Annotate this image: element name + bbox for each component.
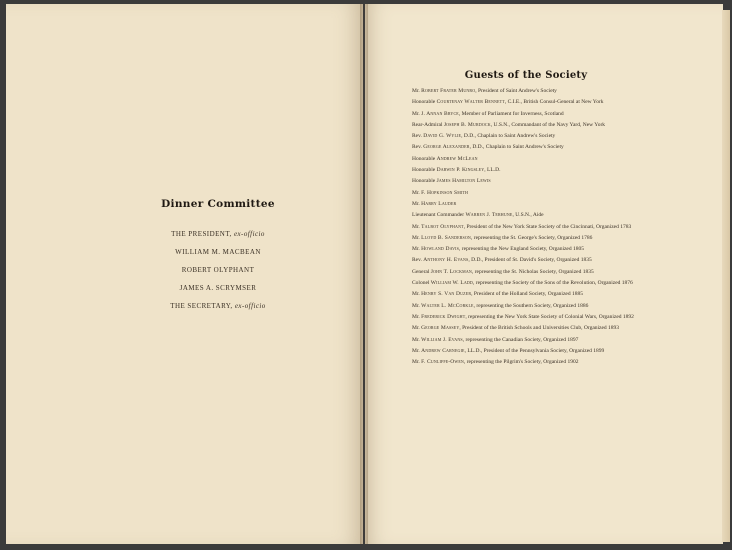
guest-description: , President of the Holland Society, Organized 1885 bbox=[471, 291, 583, 298]
guest-entry bbox=[412, 201, 640, 208]
committee-member bbox=[132, 230, 304, 238]
guest-entry bbox=[412, 224, 640, 231]
guest-title: Lieutenant Commander bbox=[412, 212, 465, 219]
guest-title: Mr. bbox=[412, 200, 420, 207]
guest-name: Warren J. Terhune bbox=[465, 212, 513, 219]
guest-name: William J. Evans bbox=[421, 336, 463, 343]
guest-title: Honorable bbox=[412, 178, 436, 185]
guest-entry bbox=[412, 88, 640, 95]
guest-title: Rev. bbox=[412, 144, 422, 151]
committee-list bbox=[132, 230, 304, 310]
guest-title: Honorable bbox=[412, 99, 436, 106]
guest-description: , C.I.E., British Consul-General at New York bbox=[504, 99, 604, 106]
guest-entry bbox=[412, 212, 640, 219]
guest-title: Honorable bbox=[412, 155, 436, 162]
guest-entry bbox=[412, 348, 640, 355]
guest-list bbox=[412, 88, 640, 367]
guest-description: , LL.D., President of the Pennsylvania Society, Organized 1899 bbox=[464, 347, 605, 354]
guest-name: Howland Davis bbox=[421, 246, 460, 253]
guest-entry bbox=[412, 325, 640, 332]
committee-heading: Dinner Committee bbox=[161, 198, 275, 210]
guest-description: , U.S.N., Aide bbox=[512, 212, 544, 219]
guest-title: Mr. bbox=[412, 347, 420, 354]
guest-name: John T. Lockman bbox=[430, 268, 472, 275]
guest-name: Frederick Dwight bbox=[421, 313, 466, 320]
guest-entry bbox=[412, 190, 640, 197]
committee-member-name: WILLIAM M. MACBEAN bbox=[175, 248, 261, 256]
guest-entry bbox=[412, 133, 640, 140]
guest-entry bbox=[412, 246, 640, 253]
guest-description: , Member of Parliament for Inverness, Scotland bbox=[458, 110, 564, 117]
committee-member bbox=[132, 266, 304, 274]
guest-description: , representing the Canadian Society, Organized 1897 bbox=[462, 336, 579, 343]
guest-entry bbox=[412, 111, 640, 118]
committee-member-note: ex-officio bbox=[234, 302, 266, 310]
guest-description: , representing the New York State Society of Colonial Wars, Organized 1892 bbox=[465, 313, 634, 320]
guest-title: Mr. bbox=[412, 110, 420, 117]
guest-description: , D.D., President of St. David's Society, Organized 1835 bbox=[468, 257, 592, 264]
guest-name: Andrew McLean bbox=[436, 155, 478, 162]
guest-name: Darwin P. Kingsley bbox=[436, 167, 485, 174]
guest-description: , representing the St. George's Society, Organized 1786 bbox=[470, 234, 593, 241]
guest-name: Anthony H. Evans bbox=[423, 257, 469, 264]
guest-description: , President of Saint Andrew's Society bbox=[475, 88, 557, 94]
guest-description: , D.D., Chaplain to Saint Andrew's Society bbox=[461, 133, 556, 140]
guest-title: Colonel bbox=[412, 280, 430, 287]
guest-entry bbox=[412, 303, 640, 310]
guest-entry bbox=[412, 122, 640, 129]
guests-heading: Guests of the Society bbox=[464, 70, 588, 81]
guest-name: F. Cunliffe-Owen bbox=[421, 359, 464, 366]
guest-title: Rear-Admiral bbox=[412, 121, 443, 128]
guest-name: Talbot Olyphant bbox=[421, 223, 464, 230]
guest-name: Andrew Carnegie bbox=[421, 347, 465, 354]
guest-entry bbox=[412, 280, 640, 287]
guest-title: Mr. bbox=[412, 246, 420, 253]
guest-title: Rev. bbox=[412, 257, 422, 264]
guest-name: Henry S. Van Duzer bbox=[421, 291, 472, 298]
guests-section bbox=[412, 70, 640, 370]
guest-entry bbox=[412, 291, 640, 298]
committee-member bbox=[132, 248, 304, 256]
guest-description: , LL.D. bbox=[484, 167, 501, 174]
guest-description: , representing the Southern Society, Organized 1886 bbox=[473, 302, 589, 309]
guest-name: Harry Lauder bbox=[421, 200, 457, 207]
guest-title: Mr. bbox=[412, 291, 420, 298]
guest-name: Joseph B. Murdock bbox=[443, 121, 491, 128]
guest-title: Mr. bbox=[412, 336, 420, 343]
guest-entry bbox=[412, 269, 640, 276]
guest-entry bbox=[412, 257, 640, 264]
committee-member-name: JAMES A. SCRYMSER bbox=[179, 284, 257, 292]
guest-name: Courtenay Walter Bennett bbox=[436, 99, 505, 106]
committee-member-name: THE PRESIDENT, bbox=[171, 230, 232, 238]
page-edge bbox=[722, 10, 730, 542]
guest-title: Mr. bbox=[412, 223, 420, 230]
dinner-committee-section bbox=[132, 198, 304, 320]
guest-title: Honorable bbox=[412, 167, 436, 174]
committee-member bbox=[132, 302, 304, 310]
guest-description: , representing the St. Nicholas Society, Organized 1835 bbox=[471, 268, 594, 275]
guest-entry bbox=[412, 359, 640, 366]
guest-title: Rev. bbox=[412, 133, 422, 140]
guest-name: David G. Wylie bbox=[423, 133, 462, 140]
guest-title: Mr. bbox=[412, 313, 420, 320]
guest-name: George Alexander bbox=[423, 144, 470, 151]
guest-name: James Hamilton Lewis bbox=[436, 178, 491, 185]
guest-name: J. Annan Bryce bbox=[421, 110, 459, 117]
committee-member bbox=[132, 284, 304, 292]
guest-description: , U.S.N., Commandant of the Navy Yard, New York bbox=[490, 121, 606, 128]
guest-entry bbox=[412, 156, 640, 163]
committee-member-note: ex-officio bbox=[233, 230, 265, 238]
guest-name: Walter L. McCorkle bbox=[421, 302, 474, 309]
guest-name: F. Hopkinson Smith bbox=[421, 189, 469, 196]
guest-title: Mr. bbox=[412, 189, 420, 196]
guest-description: , D.D., Chaplain to Saint Andrew's Society bbox=[469, 144, 564, 151]
guest-name: George Massey bbox=[421, 325, 460, 332]
guest-description: , representing the Society of the Sons of the Revolution, Organized 1876 bbox=[472, 280, 633, 287]
guest-entry bbox=[412, 144, 640, 151]
guest-name: Lloyd B. Sanderson bbox=[421, 234, 471, 241]
guest-title: Mr. bbox=[412, 359, 420, 366]
guest-entry bbox=[412, 99, 640, 106]
guest-entry bbox=[412, 235, 640, 242]
guest-entry bbox=[412, 178, 640, 185]
guest-description: , President of the New York State Society of the Cincinnati, Organized 1783 bbox=[463, 223, 632, 230]
guest-description: , representing the Pilgrim's Society, Organized 1902 bbox=[463, 359, 579, 366]
committee-member-name: THE SECRETARY, bbox=[170, 302, 233, 310]
book-gutter bbox=[360, 4, 368, 544]
guest-name: William W. Ladd bbox=[430, 280, 473, 287]
guest-entry bbox=[412, 337, 640, 344]
guest-title: Mr. bbox=[412, 234, 420, 241]
guest-title: General bbox=[412, 268, 430, 275]
guest-title: Mr. bbox=[412, 325, 420, 332]
guest-entry bbox=[412, 167, 640, 174]
guest-title: Mr. bbox=[412, 88, 420, 94]
committee-member-name: ROBERT OLYPHANT bbox=[181, 266, 255, 274]
guest-title: Mr. bbox=[412, 302, 420, 309]
guest-description: , representing the New England Society, Organized 1805 bbox=[459, 246, 584, 253]
guest-entry bbox=[412, 314, 640, 321]
guest-description: , President of the British Schools and Universities Club, Organized 1893 bbox=[459, 325, 620, 332]
guest-name: Robert Frater Munro bbox=[421, 88, 476, 94]
